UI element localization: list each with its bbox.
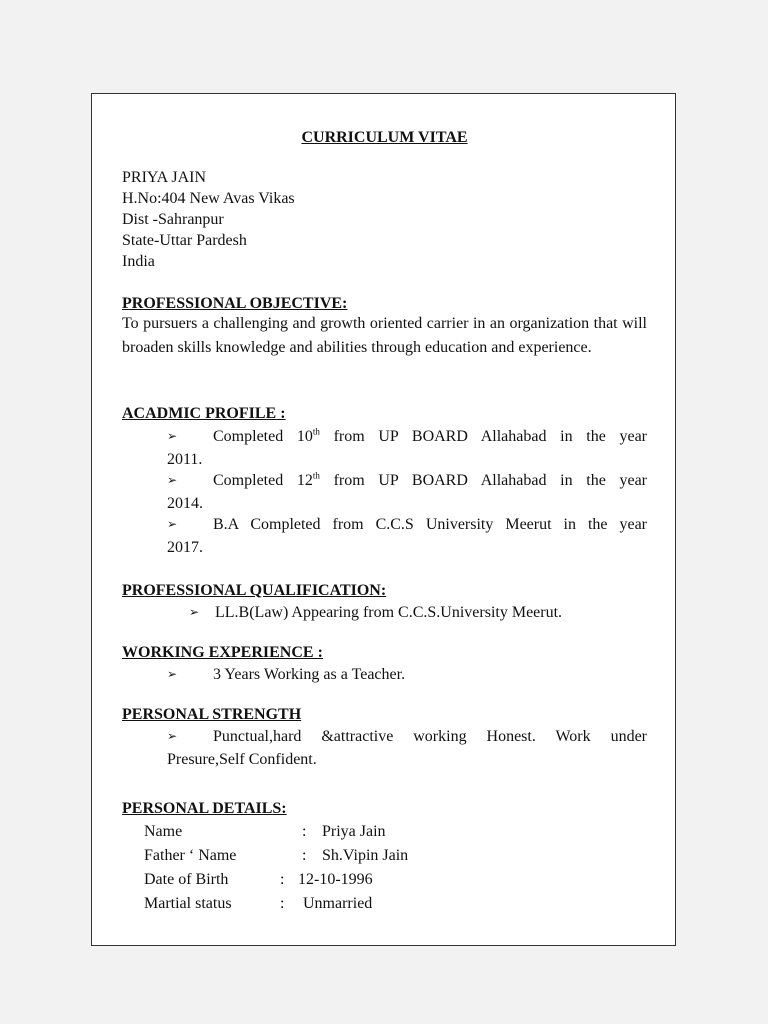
detail-value: Sh.Vipin Jain [322,847,409,864]
details-heading: PERSONAL DETAILS: [122,800,287,817]
arrowhead-bullet-icon: ➢ [167,517,178,531]
academic-item-year: 2017. [167,539,203,556]
experience-item [167,664,405,685]
arrowhead-bullet-icon: ➢ [189,605,200,619]
address-line-house: H.No:404 New Avas Vikas [122,190,295,207]
experience-heading: WORKING EXPERIENCE : [122,644,323,661]
strength-heading: PERSONAL STRENGTH [122,706,302,723]
detail-value: 12-10-1996 [298,871,373,888]
detail-sep: : [280,895,285,912]
detail-sep: : [302,847,307,864]
qualification-text: LL.B(Law) Appearing from C.C.S.University Meerut. [215,604,563,621]
cv-title: CURRICULUM VITAE [301,129,468,146]
detail-label: Name [144,823,183,840]
arrowhead-bullet-icon: ➢ [167,667,178,681]
address-block [122,167,295,272]
detail-value: Unmarried [303,895,373,912]
detail-value: Priya Jain [322,823,386,840]
academic-heading-colon: : [276,405,286,422]
academic-heading [122,403,286,424]
candidate-name: PRIYA JAIN [122,169,207,186]
address-line-district: Dist -Sahranpur [122,211,224,228]
academic-item-year: 2011. [167,451,203,468]
experience-text: 3 Years Working as a Teacher. [213,666,406,683]
strength-text-cont: Presure,Self Confident. [167,751,317,768]
qualification-heading: PROFESSIONAL QUALIFICATION: [122,582,387,599]
detail-label: Father ‘ Name [144,847,237,864]
academic-item: ➢ Completed 10th from UP BOARD Allahabad in the year 2011. [167,425,647,471]
address-line-country: India [122,253,155,270]
qualification-item [189,602,562,623]
objective-heading: PROFESSIONAL OBJECTIVE: [122,295,348,312]
arrowhead-bullet-icon: ➢ [167,729,178,743]
cv-page [91,93,676,946]
arrowhead-bullet-icon: ➢ [167,429,178,443]
detail-sep: : [302,823,307,840]
academic-item: ➢ Completed 12th from UP BOARD Allahabad in the year 2014. [167,469,647,515]
detail-label: Date of Birth [144,871,229,888]
strength-text: Punctual,hard &attractive working Honest. Work under [213,728,647,745]
detail-label: Martial status [144,895,232,912]
academic-item-year: 2014. [167,495,203,512]
detail-sep: : [280,871,285,888]
arrowhead-bullet-icon: ➢ [167,473,178,487]
address-line-state: State-Uttar Pardesh [122,232,247,249]
strength-item [167,725,647,771]
objective-text: To pursuers a challenging and growth oriented carrier in an organization that will broaden skills knowledge and abilities through education and experience. [122,315,647,356]
academic-item: ➢ B.A Completed from C.C.S University Meerut in the year 2017. [167,513,647,559]
academic-heading-label: ACADMIC PROFILE [122,405,277,422]
